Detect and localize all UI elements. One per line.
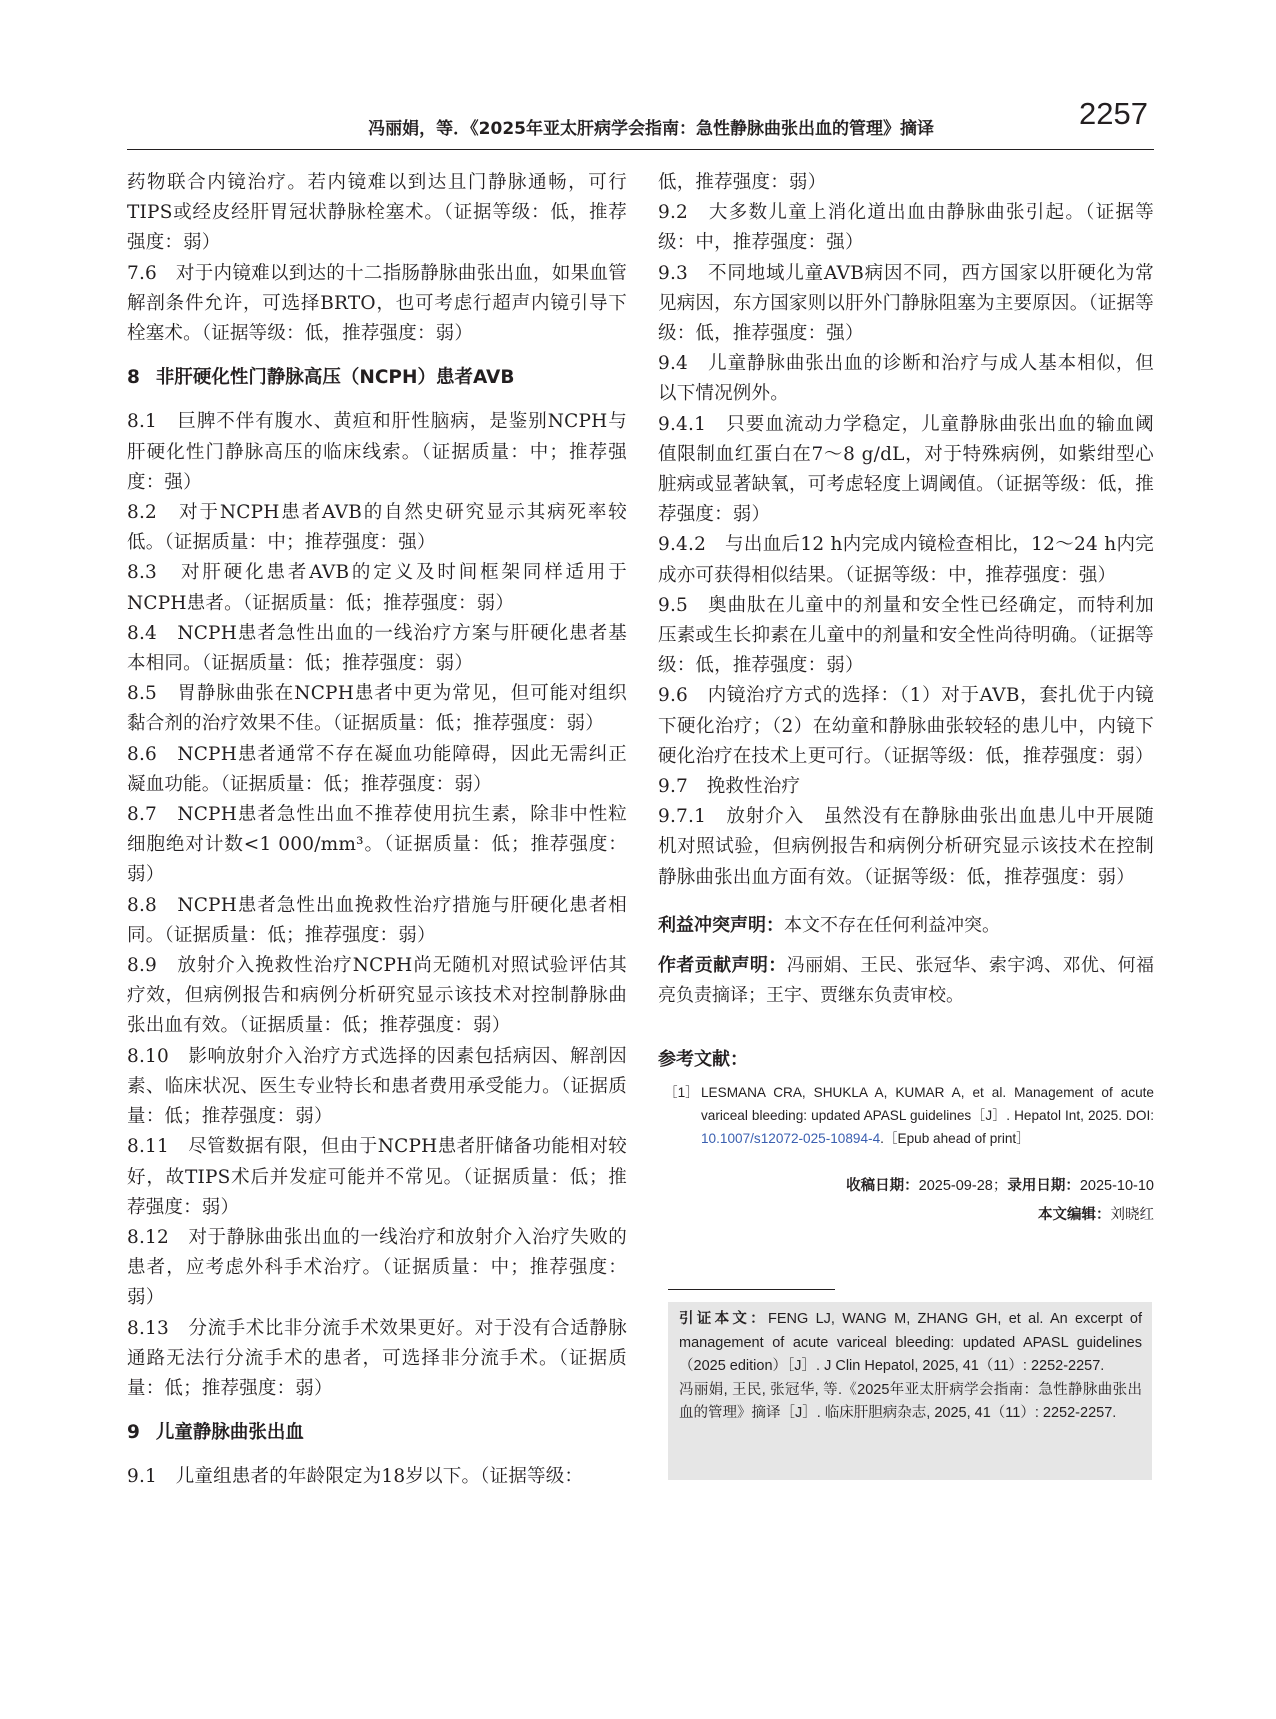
reference-number: ［1］ <box>664 1085 699 1101</box>
header-title: 冯丽娟，等．《2025年亚太肝病学会指南：急性静脉曲张出血的管理》摘译 <box>368 119 934 139</box>
received-date: 2025-09-28； <box>918 1178 1008 1195</box>
paragraph-9-2: 9.2 大多数儿童上消化道出血由静脉曲张引起。（证据等级：中，推荐强度：强） <box>658 202 1154 254</box>
contribution-text: 冯丽娟、王民、张冠华、索宇鸿、邓优、何福亮负责摘译；王宇、贾继东负责审校。 <box>658 954 1155 1006</box>
section-title: 儿童静脉曲张出血 <box>155 1422 304 1444</box>
paragraph-8-2: 8.2 对于NCPH患者AVB的自然史研究显示其病死率较低。（证据质量：中；推荐强度：强） <box>127 502 627 554</box>
reference-item <box>658 1081 1154 1150</box>
paragraph-8-4: 8.4 NCPH患者急性出血的一线治疗方案与肝硬化患者基本相同。（证据质量：低；推荐强度：弱） <box>127 622 627 675</box>
paragraph-7-6: 7.6 对于内镜难以到达的十二指肠静脉曲张出血，如果血管解剖条件允许，可选择BRTO，也可考虑行超声内镜引导下栓塞术。（证据等级：低，推荐强度：弱） <box>127 262 627 345</box>
paragraph-8-13: 8.13 分流手术比非分流手术效果更好。对于没有合适静脉通路无法行分流手术的患者，可选择非分流手术。（证据质量：低；推荐强度：弱） <box>127 1317 627 1399</box>
editor-line <box>658 1201 1154 1230</box>
conflict-text: 本文不存在任何利益冲突。 <box>784 914 1000 936</box>
citation-english <box>679 1308 1142 1379</box>
editor-label: 本文编辑： <box>1038 1207 1111 1224</box>
section-heading-8 <box>127 363 627 393</box>
reference-text: LESMANA CRA, SHUKLA A, KUMAR A, et al. Management of acute variceal bleeding: updated APASL guidelines［J］. Hepatol Int, 2025. DOI: <box>701 1085 1154 1124</box>
conflict-of-interest-statement <box>658 911 1154 941</box>
paragraph-9-6: 9.6 内镜治疗方式的选择：（1）对于AVB，套扎优于内镜下硬化治疗；（2）在幼童和静脉曲张较轻的患儿中，内镜下硬化治疗在技术上更可行。（证据等级：低，推荐强度：弱） <box>658 685 1154 767</box>
running-header <box>127 96 1154 148</box>
paragraph-8-11: 8.11 尽管数据有限，但由于NCPH患者肝储备功能相对较好，故TIPS术后并发症可能并不常见。（证据质量：低；推荐强度：弱） <box>127 1136 627 1218</box>
paragraph-8-6: 8.6 NCPH患者通常不存在凝血功能障碍，因此无需纠正凝血功能。（证据质量：低；推荐强度：弱） <box>127 743 627 795</box>
accepted-date: 2025-10-10 <box>1079 1178 1154 1195</box>
paragraph-9-4-2: 9.4.2 与出血后12 h内完成内镜检查相比，12～24 h内完成亦可获得相似结果。（证据等级：中，推荐强度：强） <box>658 534 1154 586</box>
page-number: 2257 <box>1079 96 1148 131</box>
paragraph-9-4: 9.4 儿童静脉曲张出血的诊断和治疗与成人基本相似，但以下情况例外。 <box>658 353 1154 405</box>
paragraph-8-7: 8.7 NCPH患者急性出血不推荐使用抗生素，除非中性粒细胞绝对计数<1 000/mm³。（证据质量：低；推荐强度：弱） <box>127 804 627 886</box>
citation-label: 引证本文： <box>679 1311 768 1327</box>
section-title: 非肝硬化性门静脉高压（NCPH）患者AVB <box>155 367 515 389</box>
paragraph-continued: 药物联合内镜治疗。若内镜难以到达且门静脉通畅，可行TIPS或经皮经肝胃冠状静脉栓塞术。（证据等级：低，推荐强度：弱） <box>127 172 627 254</box>
paragraph-8-9: 8.9 放射介入挽救性治疗NCPH尚无随机对照试验评估其疗效，但病例报告和病例分析研究显示该技术对控制静脉曲张出血有效。（证据质量：低；推荐强度：弱） <box>127 955 627 1037</box>
paragraph-9-7-1: 9.7.1 放射介入 虽然没有在静脉曲张出血患儿中开展随机对照试验，但病例报告和病例分析研究显示该技术在控制静脉曲张出血方面有效。（证据等级：低，推荐强度：弱） <box>658 806 1154 888</box>
paragraph-continued: 低，推荐强度：弱） <box>658 172 827 193</box>
paragraph-9-1: 9.1 儿童组患者的年龄限定为18岁以下。（证据等级： <box>127 1466 584 1488</box>
section-heading-9 <box>127 1418 627 1448</box>
section-number: 9 <box>127 1422 140 1444</box>
paragraph-8-10: 8.10 影响放射介入治疗方式选择的因素包括病因、解剖因素、临床状况、医生专业特长和患者费用承受能力。（证据质量：低；推荐强度：弱） <box>127 1045 627 1128</box>
paragraph-9-7: 9.7 挽救性治疗 <box>658 776 801 798</box>
citation-chinese: 冯丽娟, 王民, 张冠华, 等.《2025年亚太肝病学会指南：急性静脉曲张出血的管理》摘译［J］. 临床肝胆病杂志, 2025, 41（11）: 2252-2257. <box>679 1381 1142 1422</box>
paragraph-9-4-1: 9.4.1 只要血流动力学稳定，儿童静脉曲张出血的输血阈值限制血红蛋白在7～8 g/dL，对于特殊病例，如紫绀型心脏病或显著缺氧，可考虑轻度上调阈值。（证据等级：低，推荐强度：弱） <box>658 413 1154 526</box>
citation-english-text: FENG LJ, WANG M, ZHANG GH, et al. An excerpt of management of acute variceal bleeding: updated APASL guidelines（2025 edition）［J］. J Clin Hepatol, 2025, 41（11）: 2252-2257. <box>679 1311 1142 1375</box>
received-label: 收稿日期： <box>846 1178 919 1195</box>
right-column <box>658 168 1154 1230</box>
reference-tail: .［Epub ahead of print］ <box>880 1131 1030 1147</box>
received-accepted-line <box>658 1172 1154 1201</box>
paragraph-8-8: 8.8 NCPH患者急性出血挽救性治疗措施与肝硬化患者相同。（证据质量：低；推荐强度：弱） <box>127 894 627 946</box>
references-heading: 参考文献： <box>658 1048 748 1070</box>
paragraph-9-5: 9.5 奥曲肽在儿童中的剂量和安全性已经确定，而特利加压素或生长抑素在儿童中的剂量和安全性尚待明确。（证据等级：低，推荐强度：弱） <box>658 594 1154 677</box>
section-number: 8 <box>127 367 140 389</box>
doi-link[interactable]: 10.1007/s12072-025-10894-4 <box>701 1131 881 1147</box>
accepted-label: 录用日期： <box>1007 1178 1080 1195</box>
paragraph-8-1: 8.1 巨脾不伴有腹水、黄疸和肝性脑病，是鉴别NCPH与肝硬化性门静脉高压的临床线索。（证据质量：中；推荐强度：强） <box>127 411 627 493</box>
author-contribution-statement <box>658 951 1154 1011</box>
paragraph-9-3: 9.3 不同地域儿童AVB病因不同，西方国家以肝硬化为常见病因，东方国家则以肝外门静脉阻塞为主要原因。（证据等级：低，推荐强度：强） <box>658 262 1154 345</box>
citation-box <box>668 1302 1152 1480</box>
citation-divider <box>668 1289 835 1290</box>
article-dates <box>658 1172 1154 1230</box>
paragraph-8-3: 8.3 对肝硬化患者AVB的定义及时间框架同样适用于NCPH患者。（证据质量：低；推荐强度：弱） <box>127 562 627 614</box>
paragraph-8-12: 8.12 对于静脉曲张出血的一线治疗和放射介入治疗失败的患者，应考虑外科手术治疗。（证据质量：中；推荐强度：弱） <box>127 1226 627 1309</box>
conflict-label: 利益冲突声明： <box>658 914 784 936</box>
left-column <box>127 168 627 1493</box>
contribution-label: 作者贡献声明： <box>658 954 787 976</box>
editor-name: 刘晓红 <box>1110 1207 1154 1224</box>
paragraph-8-5: 8.5 胃静脉曲张在NCPH患者中更为常见，但可能对组织黏合剂的治疗效果不佳。（证据质量：低；推荐强度：弱） <box>127 683 627 735</box>
header-rule <box>127 149 1154 150</box>
